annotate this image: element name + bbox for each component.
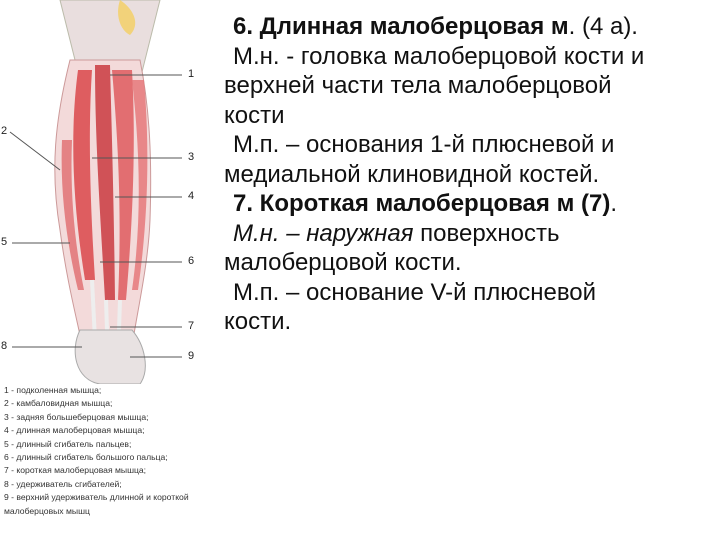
m6-insertion-line: М.п. – основания 1-й плюсневой и [233,131,615,158]
legend-item: 6 - длинный сгибатель большого пальца; [4,452,168,463]
legend-item: 1 - подколенная мышца; [4,385,102,395]
legend-item: 8 - удерживатель сгибателей; [4,478,122,489]
m7-heading [224,189,716,219]
label-number: 8 [1,340,8,352]
m6-heading [224,12,716,42]
label-number: 1 [188,68,195,80]
label-number: 3 [188,151,195,163]
label-number: 2 [1,125,8,137]
legend-item: малоберцовых мышц [4,505,90,516]
m7-title-tail: . [610,190,618,217]
m6-title: 6. Длинная малоберцовая м [233,13,569,40]
leg-drawing [0,0,220,384]
label-number: 9 [188,350,195,362]
label-number: 6 [188,255,195,267]
label-number: 4 [188,190,195,202]
label-number: 5 [1,236,8,248]
m6-insertion-line: медиальной клиновидной костей. [224,160,600,188]
legend-item: 4 - длинная малоберцовая мышца; [4,425,145,436]
m7-insertion-line: М.п. – основание V-й плюсневой [233,278,597,306]
legend-item: 7 - короткая малоберцовая мышца; [4,465,147,476]
label-number: 7 [188,320,195,332]
legend-item: 9 - верхний удерживатель длинной и короткой [4,492,189,503]
m7-origin-line [224,219,716,249]
m7-insertion-line: кости. [224,308,292,335]
legend-item: 3 - задняя большеберцовая мышца; [4,411,149,422]
m6-title-tail: . (4 а). [568,13,638,40]
figure-legend [4,384,220,518]
m7-title: 7. Короткая малоберцовая м (7) [233,190,611,217]
m7-origin-prefix: М.н. – наружная [233,219,414,247]
m7-origin-rest: поверхность [413,219,560,247]
m6-origin-line: кости [224,101,285,129]
m6-origin-line: М.н. - головка малоберцовой кости и [233,42,645,70]
legend-item: 2 - камбаловидная мышца; [4,398,113,409]
legend-item: 5 - длинный сгибатель пальцев; [4,438,132,449]
muscle-description [224,12,716,337]
m7-origin-line: малоберцовой кости. [224,249,462,276]
m6-origin-line: верхней части тела малоберцовой [224,72,612,99]
leg-muscles-illustration [0,0,220,540]
